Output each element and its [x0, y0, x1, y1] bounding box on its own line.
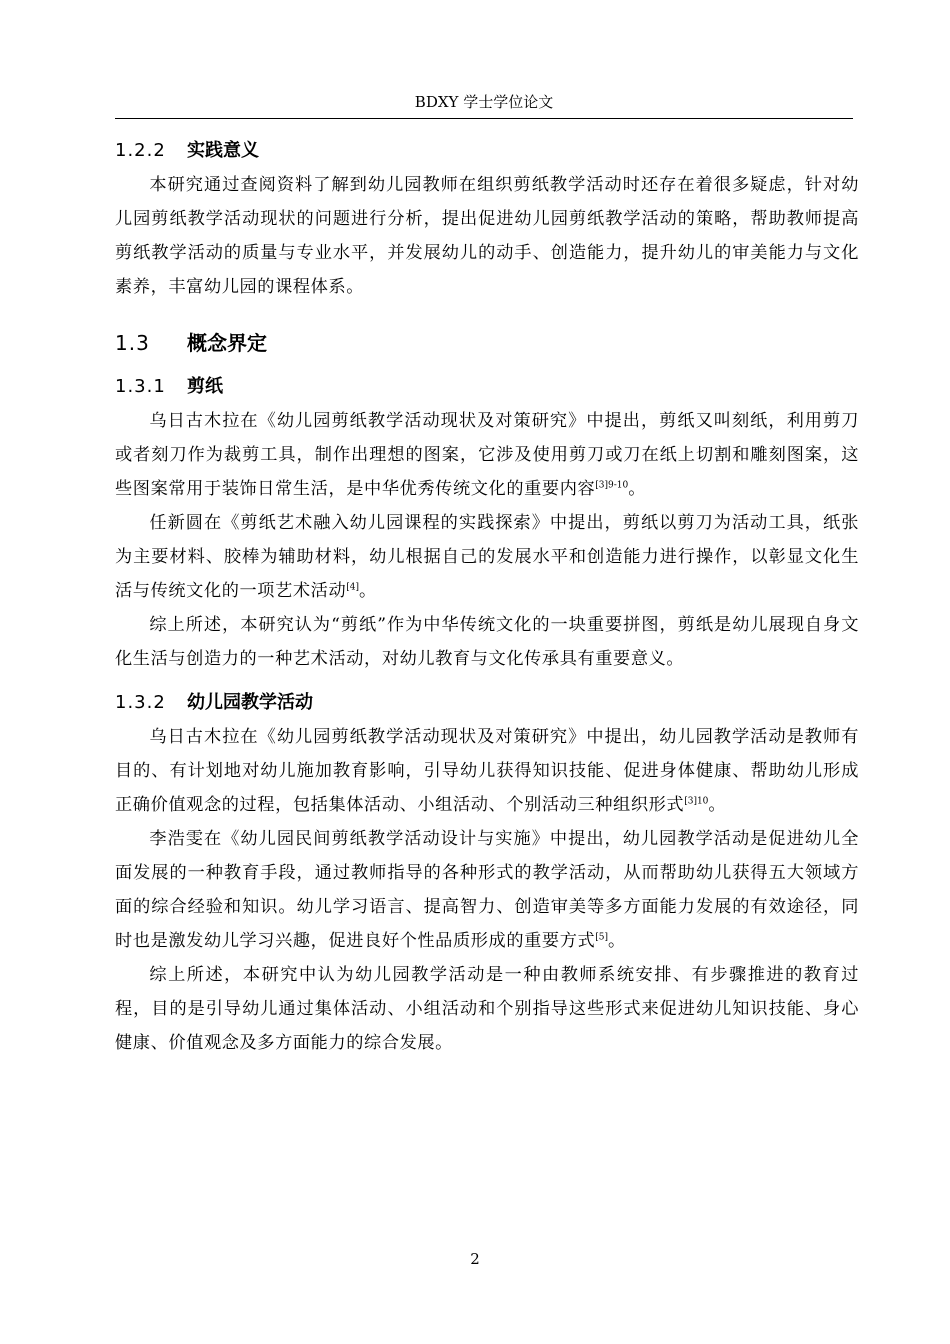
paragraph [115, 168, 859, 304]
citation: [5] [595, 932, 609, 943]
section-title: 幼儿园教学活动 [187, 692, 313, 713]
heading-1-3-1 [115, 370, 859, 404]
running-header: BDXY 学士学位论文 [414, 93, 554, 111]
paragraph-end: 。 [628, 479, 647, 499]
citation: [3]9-10 [595, 480, 629, 491]
paragraph-end: 。 [608, 931, 626, 951]
paragraph [115, 404, 859, 506]
paragraph [115, 720, 859, 822]
paragraph-text: 乌日古木拉在《幼儿园剪纸教学活动现状及对策研究》中提出，幼儿园教学活动是教师有目的、有计划地对幼儿施加教育影响，引导幼儿获得知识技能、促进身体健康、帮助幼儿形成正确价值观念的过程，包括集体活动、小组活动、个别活动三种组织形式 [115, 727, 859, 815]
paragraph-end: 。 [359, 581, 377, 601]
paragraph-text: 综上所述，本研究认为“剪纸”作为中华传统文化的一块重要拼图，剪纸是幼儿展现自身文化生活与创造力的一种艺术活动，对幼儿教育与文化传承具有重要意义。 [115, 615, 859, 669]
section-title: 实践意义 [187, 140, 259, 161]
paragraph-end: 。 [708, 795, 727, 815]
heading-1-3-2 [115, 686, 859, 720]
heading-1-3 [115, 326, 859, 360]
section-number: 1.3.2 [115, 692, 166, 713]
section-title: 概念界定 [187, 331, 267, 355]
heading-1-2-2 [115, 134, 859, 168]
paragraph-text: 乌日古木拉在《幼儿园剪纸教学活动现状及对策研究》中提出，剪纸又叫刻纸，利用剪刀或者刻刀作为裁剪工具，制作出理想的图案，它涉及使用剪刀或刀在纸上切割和雕刻图案，这些图案常用于装饰日常生活，是中华优秀传统文化的重要内容 [115, 411, 859, 499]
page-number: 2 [470, 1250, 480, 1268]
paragraph [115, 958, 859, 1060]
citation: [4] [346, 582, 359, 593]
page-content [115, 134, 859, 1060]
paragraph-text: 李浩雯在《幼儿园民间剪纸教学活动设计与实施》中提出，幼儿园教学活动是促进幼儿全面发展的一种教育手段，通过教师指导的各种形式的教学活动，从而帮助幼儿获得五大领域方面的综合经验和知识。幼儿学习语言、提高智力、创造审美等多方面能力发展的有效途径，同时也是激发幼儿学习兴趣，促进良好个性品质形成的重要方式 [115, 829, 859, 951]
section-number: 1.2.2 [115, 140, 166, 161]
paragraph [115, 608, 859, 676]
paragraph [115, 822, 859, 958]
section-number: 1.3.1 [115, 376, 166, 397]
header-rule [115, 118, 853, 119]
citation: [3]10 [684, 796, 709, 807]
paragraph-text: 综上所述，本研究中认为幼儿园教学活动是一种由教师系统安排、有步骤推进的教育过程，目的是引导幼儿通过集体活动、小组活动和个别指导这些形式来促进幼儿知识技能、身心健康、价值观念及多方面能力的综合发展。 [115, 965, 859, 1053]
section-title: 剪纸 [187, 376, 223, 397]
paragraph [115, 506, 859, 608]
paragraph-text: 任新圆在《剪纸艺术融入幼儿园课程的实践探索》中提出，剪纸以剪刀为活动工具，纸张为主要材料、胶棒为辅助材料，幼儿根据自己的发展水平和创造能力进行操作，以彰显文化生活与传统文化的一项艺术活动 [115, 513, 859, 601]
paragraph-text: 本研究通过查阅资料了解到幼儿园教师在组织剪纸教学活动时还存在着很多疑虑，针对幼儿园剪纸教学活动现状的问题进行分析，提出促进幼儿园剪纸教学活动的策略，帮助教师提高剪纸教学活动的质量与专业水平，并发展幼儿的动手、创造能力，提升幼儿的审美能力与文化素养，丰富幼儿园的课程体系。 [115, 175, 859, 297]
section-number: 1.3 [115, 331, 150, 355]
